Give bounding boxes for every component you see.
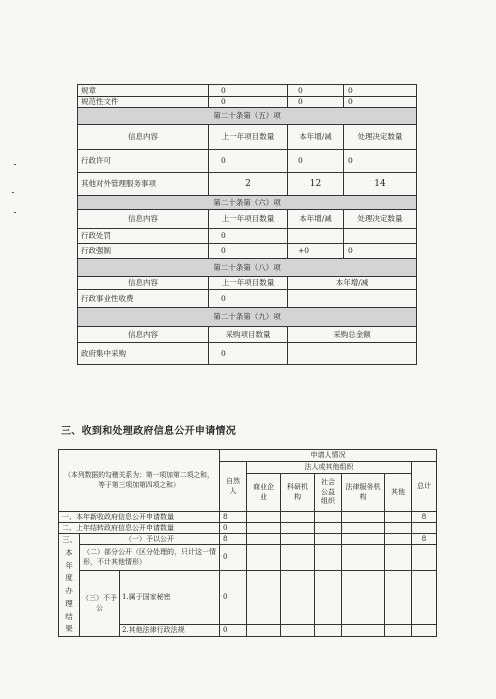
cell-value: 0: [220, 545, 247, 571]
row-label: 1.属于国家秘密: [120, 571, 220, 625]
cell-value: 0: [209, 244, 288, 259]
cell-value: [288, 229, 344, 244]
section-title: 第二十条第（五）项: [78, 108, 417, 125]
column-header: 其他: [385, 474, 412, 512]
cell-value: 14: [344, 173, 417, 196]
table-row: [59, 523, 437, 534]
row-label: 其他对外管理服务事项: [78, 173, 209, 196]
section-title-row: [78, 259, 417, 277]
column-header: 处理决定数量: [344, 210, 417, 229]
header-row: [78, 277, 417, 290]
scan-mark: [14, 164, 16, 165]
scan-mark: [14, 212, 16, 213]
column-header: 上一年项目数量: [209, 125, 288, 150]
column-header: 信息内容: [78, 210, 209, 229]
row-label: （三）不予公: [80, 571, 120, 637]
column-header: 信息内容: [78, 125, 209, 150]
cell-value: [412, 545, 437, 571]
cell-value: [344, 229, 417, 244]
cell-value: [412, 523, 437, 534]
section-heading: 三、收到和处理政府信息公开申请情况: [61, 426, 237, 437]
table-row: [59, 512, 437, 523]
row-group-label: 三、本年度办理结果: [59, 534, 80, 637]
row-label: 2.其他法律行政法规: [120, 625, 220, 637]
column-header: 社会公益组织: [315, 474, 342, 512]
table-row: [78, 97, 417, 108]
table-row: [78, 290, 417, 308]
table-row: [59, 545, 437, 571]
section-title-row: [78, 196, 417, 210]
row-label: 规章: [78, 85, 209, 97]
cell-value: 0: [209, 85, 288, 97]
column-header: 申请人情况: [220, 450, 437, 462]
column-header: 自然人: [220, 462, 247, 512]
header-row: [78, 125, 417, 150]
row-label: 二、上年结转政府信息公开申请数量: [59, 523, 220, 534]
cell-value: 0: [344, 97, 417, 108]
table-row: [78, 229, 417, 244]
column-header: 本年增/减: [288, 210, 344, 229]
header-row: [78, 327, 417, 343]
table-row: [59, 450, 437, 462]
table-row: [59, 534, 437, 545]
cell-value: 8: [412, 512, 437, 523]
cell-value: +0: [288, 244, 344, 259]
column-header: 本年增/减: [288, 277, 417, 290]
row-label: 一、本年新收政府信息公开申请数量: [59, 512, 220, 523]
table-row: [78, 244, 417, 259]
row-label: 规范性文件: [78, 97, 209, 108]
cell-value: 0: [209, 290, 288, 308]
column-header: 上一年项目数量: [209, 210, 288, 229]
column-header: 信息内容: [78, 277, 209, 290]
cell-value: 0: [220, 523, 247, 534]
column-header: 上一年项目数量: [209, 277, 288, 290]
column-header: 法律服务机构: [342, 474, 385, 512]
cell-value: 8: [412, 534, 437, 545]
cell-value: 2: [209, 173, 288, 196]
column-header: 采购项目数量: [209, 327, 288, 343]
cell-value: 8: [220, 534, 247, 545]
cell-value: 0: [344, 244, 417, 259]
table-row: [78, 85, 417, 97]
cell-value: 8: [220, 512, 247, 523]
column-header: 总计: [412, 462, 437, 512]
cell-value: 0: [220, 571, 247, 625]
row-label: 行政许可: [78, 150, 209, 173]
application-handling-table: [58, 449, 437, 637]
cell-value: 0: [209, 343, 288, 365]
table-row: [78, 173, 417, 196]
table-note: （本列数据的勾稽关系为：第一项加第二项之和，等于第三项加第四项之和）: [59, 450, 220, 512]
cell-value: 0: [288, 150, 344, 173]
section-title-row: [78, 308, 417, 327]
cell-value: 0: [220, 625, 247, 637]
active-disclosure-table: [77, 84, 417, 365]
column-header: 处理决定数量: [344, 125, 417, 150]
cell-value: 12: [288, 173, 344, 196]
section-title-row: [78, 108, 417, 125]
row-label: （二）部分公开（区分处理的，只计这一情形，不计其他情形）: [80, 545, 220, 571]
row-label: 政府集中采购: [78, 343, 209, 365]
column-header: 信息内容: [78, 327, 209, 343]
cell-value: 0: [288, 97, 344, 108]
cell-value: 0: [209, 150, 288, 173]
section-title: 第二十条第（九）项: [78, 308, 417, 327]
column-header: 本年增/减: [288, 125, 344, 150]
row-label: （一）予以公开: [80, 534, 220, 545]
cell-value: [288, 343, 417, 365]
section-title: 第二十条第（八）项: [78, 259, 417, 277]
scan-mark: [12, 192, 14, 193]
row-label: 行政事业性收费: [78, 290, 209, 308]
column-header: 商业企业: [247, 474, 281, 512]
column-header: 科研机构: [281, 474, 315, 512]
cell-value: 0: [344, 150, 417, 173]
table-row: [59, 571, 437, 625]
table-row: [78, 343, 417, 365]
table-row: [78, 150, 417, 173]
cell-value: 0: [288, 85, 344, 97]
column-header: 采购总金额: [288, 327, 417, 343]
cell-value: 0: [209, 97, 288, 108]
cell-value: [288, 290, 417, 308]
cell-value: 0: [344, 85, 417, 97]
row-label: 行政处罚: [78, 229, 209, 244]
row-label: 行政强制: [78, 244, 209, 259]
section-title: 第二十条第（六）项: [78, 196, 417, 210]
cell-value: 0: [209, 229, 288, 244]
column-header: 法人或其他组织: [247, 462, 412, 474]
header-row: [78, 210, 417, 229]
